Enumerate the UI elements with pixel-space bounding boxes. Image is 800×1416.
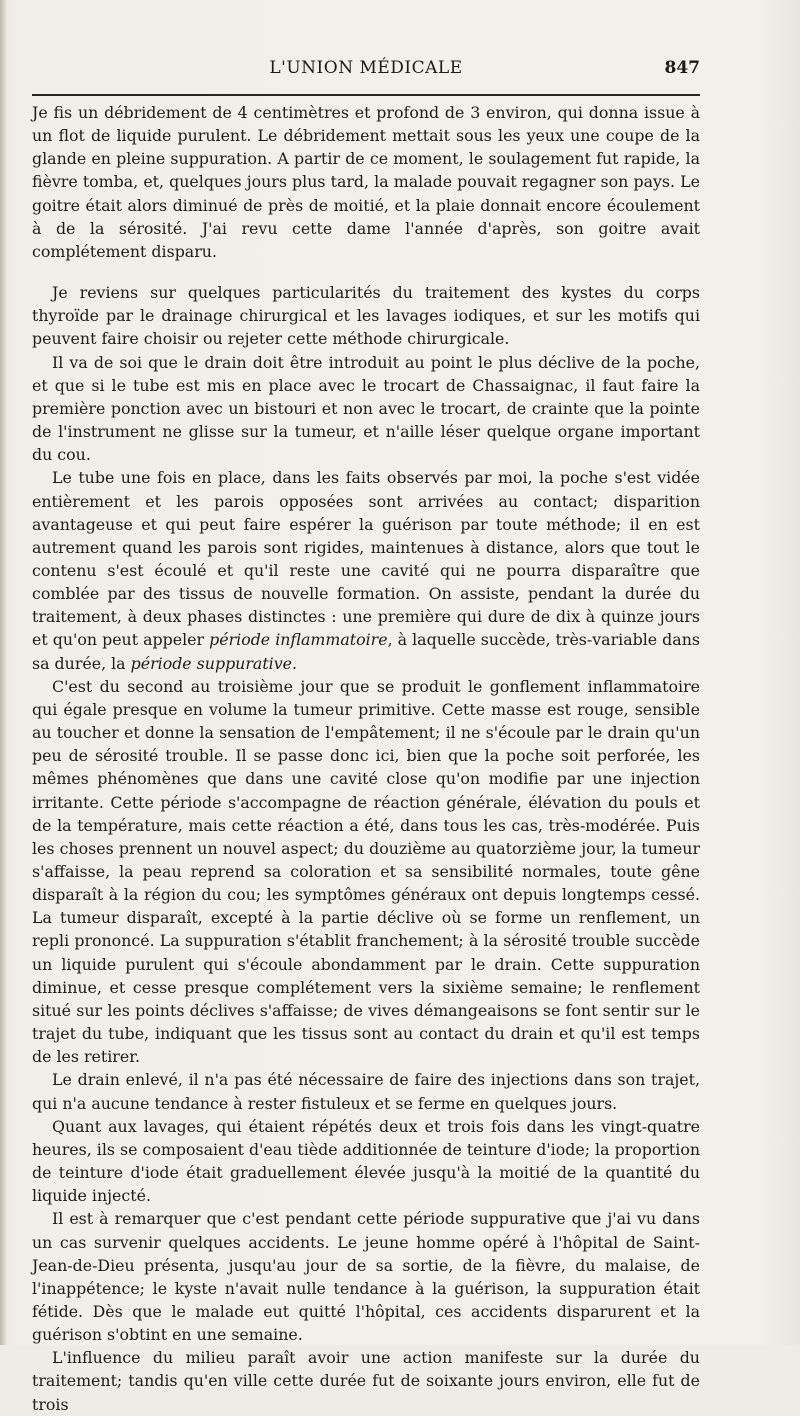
paragraph-text: .: [292, 653, 298, 673]
italic-term: période suppurative: [130, 653, 293, 673]
paragraph-drain-introduit: Il va de soi que le drain doit être introduit au point le plus déclive de la poche, et que si le tube est mis en place avec le trocart de Chassaignac, il faut faire la première ponction avec un bistouri et non avec le trocart, de crainte que la pointe de l'instrument ne glisse sur la tumeur, et n'aille léser quelque organe important du cou.: [32, 352, 700, 465]
paragraph-particularites: Je reviens sur quelques particularités du traitement des kystes du corps thyroïde par le drainage chirurgical et les lavages iodiques, et sur les motifs qui peuvent faire choisir ou rejeter cette méthode chirurgicale.: [32, 283, 700, 349]
paragraph-lavages: Quant aux lavages, qui étaient répétés deux et trois fois dans les vingt-quatre heures, ils se composaient d'eau tiède additionnée de teinture d'iode; la proportion de teinture d'iode était graduellement élevée jusqu'à la moitié de la quantité du liquide injecté.: [32, 1116, 700, 1206]
header-rule: [32, 94, 700, 96]
paragraph-debridement: Je fis un débridement de 4 centimètres et profond de 3 environ, qui donna issue à un flot de liquide purulent. Le débridement mettait sous les yeux une coupe de la glande en pleine suppuration. A partir de ce moment, le soulagement fut rapide, la fièvre tomba, et, quelques jours plus tard, la malade pouvait regagner son pays. Le goitre était alors diminué de près de moitié, et la plaie donnait encore écoulement à de la sérosité. J'ai revu cette dame l'année d'après, son goitre avait complétement disparu.: [32, 103, 700, 261]
body-text: [32, 101, 700, 1414]
paragraph-gonflement: C'est du second au troisième jour que se produit le gonflement inflammatoire qui égale presque en volume la tumeur primitive. Cette masse est rouge, sensible au toucher et donne la sensation de l'empâtement; il ne s'écoule par le drain qu'un peu de sérosité trouble. Il se passe donc ici, bien que la poche soit perforée, les mêmes phénomènes que dans une cavité close qu'on modifie par une injection irritante. Cette période s'accompagne de réaction générale, élévation du pouls et de la température, mais cette réaction a été, dans tous les cas, très-modérée. Puis les choses prennent un nouvel aspect; du douzième au quatorzième jour, la tumeur s'affaisse, la peau reprend sa coloration et sa sensibilité normales, toute gêne disparaît à la région du cou; les symptômes généraux ont depuis longtemps cessé. La tumeur disparaît, excepté à la partie déclive où se forme un renflement, un repli prononcé. La suppuration s'établit franchement; à la sérosité trouble succède un liquide purulent qui s'écoule abondamment par le drain. Cette suppuration diminue, et cesse presque complétement vers la sixième semaine; le renflement situé sur les points déclives s'affaisse; de vives démangeaisons se font sentir sur le trajet du tube, indiquant que les tissus sont au contact du drain et qu'il est temps de les retirer.: [32, 676, 700, 1067]
paragraph-accidents: Il est à remarquer que c'est pendant cette période suppurative que j'ai vu dans un cas survenir quelques accidents. Le jeune homme opéré à l'hôpital de Saint-Jean-de-Dieu présenta, jusqu'au jour de sa sortie, de la fièvre, du malaise, de l'inappétence; le kyste n'avait nulle tendance à la guérison, la suppuration était fétide. Dès que le malade eut quitté l'hôpital, ces accidents disparurent et la guérison s'obtint en une semaine.: [32, 1209, 700, 1345]
page-number: 847: [664, 58, 700, 78]
paragraph-influence-milieu: L'influence du milieu paraît avoir une action manifeste sur la durée du traitement; tandis qu'en ville cette durée fut de soixante jours environ, elle fut de trois: [32, 1348, 700, 1414]
italic-term: période inflammatoire: [209, 630, 388, 650]
paragraph-text: , à laquelle succède, très-variable dans sa durée, la: [32, 630, 700, 673]
page-header: [32, 58, 700, 86]
paragraph-tube-en-place: [32, 466, 700, 674]
running-title: L'UNION MÉDICALE: [269, 58, 463, 78]
page-edge-shadow: [0, 0, 6, 1345]
paragraph-drain-enleve: Le drain enlevé, il n'a pas été nécessaire de faire des injections dans son trajet, qui n'a aucune tendance à rester fistuleux et se ferme en quelques jours.: [32, 1070, 700, 1113]
paragraph-text: Le tube une fois en place, dans les faits observés par moi, la poche s'est vidée entièrement et les parois opposées sont arrivées au contact; disparition avantageuse et qui peut faire espérer la guérison par toute méthode; il en est autrement quand les parois sont rigides, maintenues à distance, alors que tout le contenu s'est écoulé et qu'il reste une cavité qui ne pourra disparaître que comblée par des tissus de nouvelle formation. On assiste, pendant la durée du traitement, à deux phases distinctes : une première qui dure de dix à quinze jours et qu'on peut appeler: [32, 468, 700, 650]
